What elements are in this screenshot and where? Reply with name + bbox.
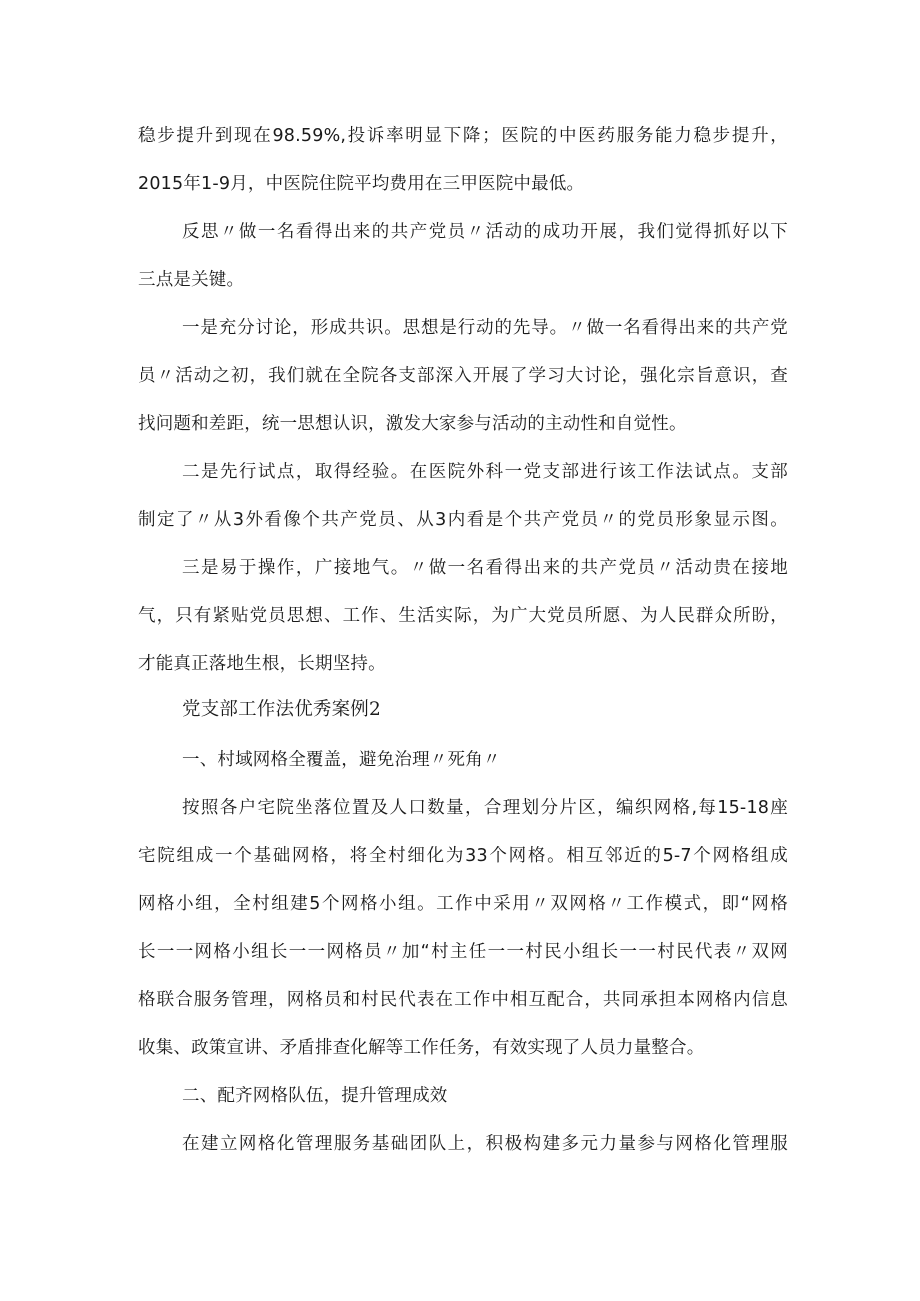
paragraph-line: 宅院组成一个基础网格，将全村细化为33个网格。相互邻近的5-7个网格组成 <box>138 846 788 866</box>
paragraph-line: 2015年1-9月，中医院住院平均费用在三甲医院中最低。 <box>138 174 585 194</box>
paragraph-line: 网格小组，全村组建5个网格小组。工作中采用〃双网格〃工作模式，即“网格 <box>138 894 788 914</box>
section-heading: 党支部工作法优秀案例2 <box>182 699 381 720</box>
paragraph-line: 稳步提升到现在98.59%,投诉率明显下降；医院的中医药服务能力稳步提升， <box>138 126 788 146</box>
paragraph-line: 长一一网格小组长一一网格员〃加“村主任一一村民小组长一一村民代表〃双网 <box>138 942 788 962</box>
paragraph-line: 反思〃做一名看得出来的共产党员〃活动的成功开展，我们觉得抓好以下 <box>182 222 788 242</box>
subsection-heading: 二、配齐网格队伍，提升管理成效 <box>182 1086 448 1106</box>
paragraph-line: 格联合服务管理，网格员和村民代表在工作中相互配合，共同承担本网格内信息 <box>138 990 788 1010</box>
paragraph-line: 找问题和差距，统一思想认识，激发大家参与活动的主动性和自觉性。 <box>138 414 687 434</box>
paragraph-line: 二是先行试点，取得经验。在医院外科一党支部进行该工作法试点。支部 <box>182 462 788 482</box>
paragraph-line: 一是充分讨论，形成共识。思想是行动的先导。〃做一名看得出来的共产党 <box>182 318 788 338</box>
subsection-heading: 一、村域网格全覆盖，避免治理〃死角〃 <box>182 750 501 770</box>
paragraph-line: 在建立网格化管理服务基础团队上，积极构建多元力量参与网格化管理服 <box>182 1134 788 1154</box>
paragraph-line: 才能真正落地生根，长期坚持。 <box>138 654 386 674</box>
paragraph-line: 气，只有紧贴党员思想、工作、生活实际，为广大党员所愿、为人民群众所盼， <box>138 606 788 626</box>
paragraph-line: 员〃活动之初，我们就在全院各支部深入开展了学习大讨论，强化宗旨意识，查 <box>138 366 788 386</box>
paragraph-line: 三是易于操作，广接地气。〃做一名看得出来的共产党员〃活动贵在接地 <box>182 558 788 578</box>
paragraph-line: 制定了〃从3外看像个共产党员、从3内看是个共产党员〃的党员形象显示图。 <box>138 510 788 530</box>
paragraph-line: 收集、政策宣讲、矛盾排查化解等工作任务，有效实现了人员力量整合。 <box>138 1038 705 1058</box>
paragraph-line: 三点是关键。 <box>138 270 245 290</box>
paragraph-line: 按照各户宅院坐落位置及人口数量，合理划分片区，编织网格,每15-18座 <box>182 798 788 818</box>
